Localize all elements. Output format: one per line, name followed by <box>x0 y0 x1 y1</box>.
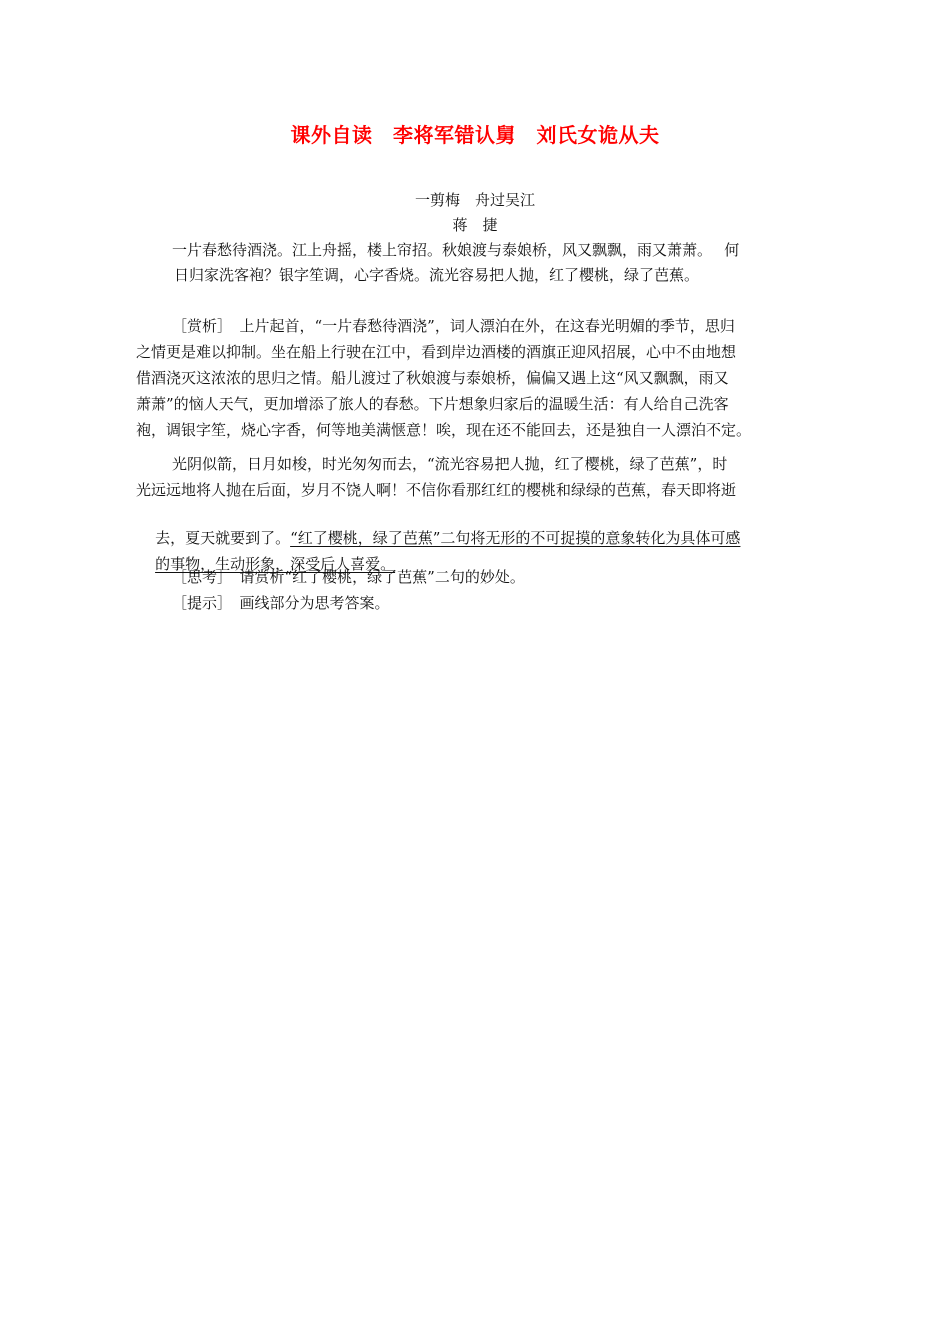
page-title: 课外自读 李将军错认舅 刘氏女诡从夫 <box>290 123 660 147</box>
appreciation-line: 之情更是难以抑制。坐在船上行驶在江中，看到岸边酒楼的酒旗正迎风招展，心中不由地想 <box>136 343 737 361</box>
poem-line: 日归家洗客袍？银字笙调，心字香烧。流光容易把人抛，红了樱桃，绿了芭蕉。 <box>174 266 700 284</box>
appreciation-line: 光阴似箭，日月如梭，时光匆匆而去，“流光容易把人抛，红了樱桃，绿了芭蕉”，时 <box>172 455 728 473</box>
appreciation-line: 袍，调银字笙，烧心字香，何等地美满惬意！唉，现在还不能回去，还是独自一人漂泊不定。 <box>136 421 752 439</box>
poem-author: 蒋 捷 <box>452 216 498 234</box>
underlined-answer: “红了樱桃，绿了芭蕉”二句将无形的不可捉摸的意象转化为具体可感 <box>290 529 741 547</box>
underlined-answer: 的事物，生动形象，深受后人喜爱。 <box>155 555 396 573</box>
poem-title: 一剪梅 舟过吴江 <box>414 191 535 209</box>
hint-text: ［提示］ 画线部分为思考答案。 <box>172 594 390 612</box>
poem-line: 一片春愁待酒浇。江上舟摇，楼上帘招。秋娘渡与泰娘桥，风又飘飘，雨又萧萧。 何 <box>172 241 740 259</box>
appreciation-line: 借酒浇灭这浓浓的思归之情。船儿渡过了秋娘渡与泰娘桥，偏偏又遇上这“风又飘飘，雨又 <box>136 369 729 387</box>
appreciation-line: 光远远地将人抛在后面，岁月不饶人啊！不信你看那红红的樱桃和绿绿的芭蕉，春天即将逝 <box>136 481 737 499</box>
appreciation-text: 去，夏天就要到了。 <box>155 529 291 547</box>
appreciation-line: 萧萧”的恼人天气，更加增添了旅人的春愁。下片想象归家后的温暖生活：有人给自己洗客 <box>136 395 729 413</box>
think-question: ［思考］ 请赏析“红了樱桃，绿了芭蕉”二句的妙处。 <box>172 568 525 586</box>
appreciation-line: ［赏析］ 上片起首，“一片春愁待酒浇”，词人漂泊在外，在这春光明媚的季节，思归 <box>172 317 735 335</box>
